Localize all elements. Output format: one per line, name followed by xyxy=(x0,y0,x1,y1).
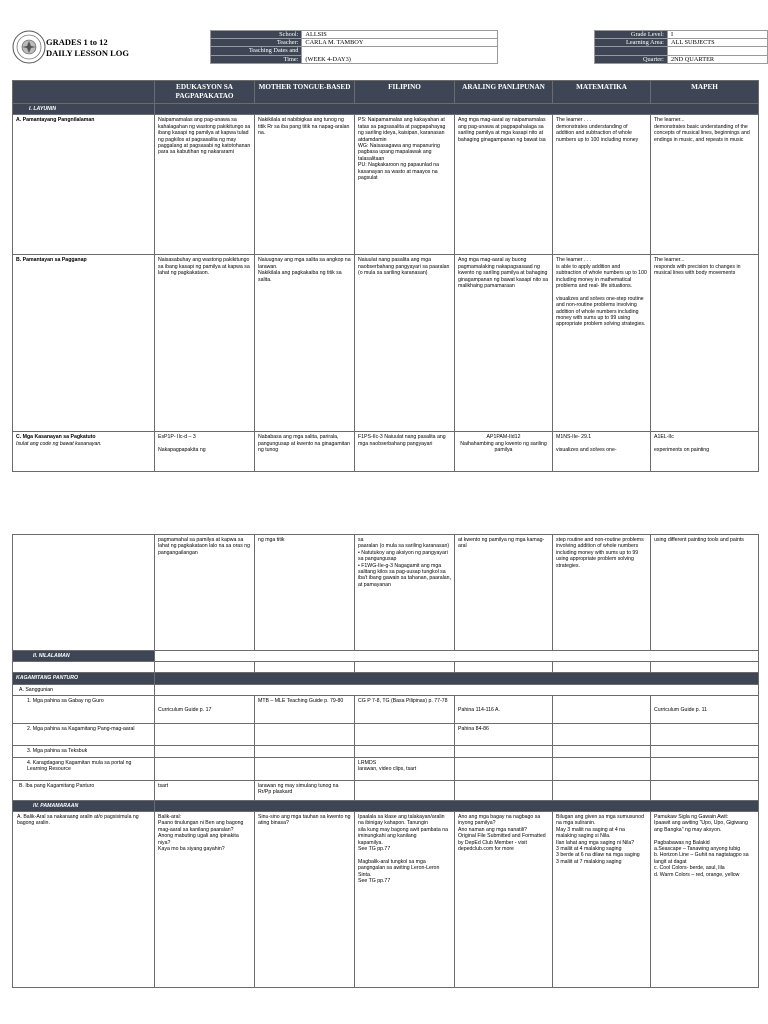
teaching-dates-value: (WEEK 4-DAY3) xyxy=(302,47,497,63)
learning-area-value: ALL SUBJECTS xyxy=(667,39,767,47)
quarter-label: Quarter: xyxy=(595,55,668,63)
header-info-table xyxy=(210,30,768,64)
cell-math: M1NS-IIe- 29.1 visualizes and solves one- xyxy=(553,432,651,472)
teaching-dates-label-line1: Teaching Dates and xyxy=(211,47,302,55)
col-header-ap: ARALING PANLIPUNAN xyxy=(455,81,553,104)
col-header-filipino: FILIPINO xyxy=(355,81,455,104)
cell-mapeh: using different painting tools and paints xyxy=(651,535,759,651)
row-label: B. Iba pang Kagamitang Panturo xyxy=(13,780,155,800)
school-label: School: xyxy=(211,31,302,39)
document-title-line1: GRADES 1 to 12 xyxy=(46,37,108,47)
grade-level-label: Grade Level: xyxy=(595,31,668,39)
teaching-dates-label-line2: Time: xyxy=(211,55,302,63)
cell-ap: at kwento ng pamilya ng mga kamag-aral xyxy=(455,535,553,651)
row-pamantayan-sa-pagganap xyxy=(13,255,759,432)
cell-esp: tsart xyxy=(155,780,255,800)
cell-filipino: sa paaralan (o mula sa sariling karanasan) • Natutukoy ang aksiyon ng pangyayari sa pangungusap • F1WG-IIe-g-3 Nagagamit ang mga salitang kilos sa pag-uusap tungkol sa iba't ibang gawain sa tahanan, paaralan, at pamayanan xyxy=(355,535,455,651)
lesson-table-page-1 xyxy=(12,80,759,472)
school-value: ALLSIS xyxy=(302,31,497,39)
cell-mtb: Sinu-sino ang mga tauhan sa kwento ng ating binasa? xyxy=(255,812,355,988)
row-teksbuk xyxy=(13,746,759,757)
row-balik-aral xyxy=(13,812,759,988)
cell-esp: pagmamahal sa pamilya at kapwa sa lahat ng pagkakataon lalo na sa oras ng pangangailangan xyxy=(155,535,255,651)
cell-filipino: LRMDS larawan, video clips, tsart xyxy=(355,757,455,780)
cell-mapeh: A1EL-IIc experiments on painting xyxy=(651,432,759,472)
row-pamantayang-pangnilalaman xyxy=(13,115,759,255)
grade-level-value: I xyxy=(667,31,767,39)
page-1 xyxy=(0,0,768,475)
cell-esp: EsP1P- IIc-d – 3 Nakapagpapakita ng xyxy=(155,432,255,472)
section-layunin: I. LAYUNIN xyxy=(13,104,155,115)
cell-ap: AP1PAM-IId12 Naihahambing ang kwento ng sariling pamilya xyxy=(455,432,553,472)
teacher-label: Teacher: xyxy=(211,39,302,47)
row-label: 2. Mga pahina sa Kagamitang Pang-mag-aaral xyxy=(13,724,155,746)
cell-filipino: Ipaalala sa klase ang talakayan/aralin na ibinigay kahapon. Tanungin sila kung may bagong awit pambata na iminungkahi ang kanilang kapamilya. See TG pp.77 Magbalik-aral tungkol sa mga pangngalan sa awiting Leron-Leron Sinta. See TG pp.77 xyxy=(355,812,455,988)
section-pamamaraan: IV. PAMAMARAAN xyxy=(13,800,155,811)
cell-math: Bilugan ang given sa mga sumusunod na mga suliranin. May 3 maliit na saging at 4 na malaking saging si Nila. Ilan lahat ang mga saging ni Nila? 3 maliit at 4 malaking saging 3 berde at 6 na dilaw na mga saging 3 maliit at 7 malaking saging xyxy=(553,812,651,988)
cell-mtb: Nababasa ang mga salita, parirala, pangungusap at kwento na ginagamitan ng tunog xyxy=(255,432,355,472)
cell-math: The learner . . . demonstrates understanding of addition and subtraction of whole numbers up to 100 including money xyxy=(553,115,651,255)
learning-area-label: Learning Area: xyxy=(595,39,668,47)
document-title-line2: DAILY LESSON LOG xyxy=(46,48,129,58)
cell-esp: Balik-aral: Paano tinulungan ni Ben ang bagong mag-aaral sa kanilang paaralan? Anong mabuting ugali ang ipinakita niya? Kaya mo ba siyang gayahin? xyxy=(155,812,255,988)
row-mga-kasanayan xyxy=(13,432,759,472)
quarter-value: 2ND QUARTER xyxy=(667,55,767,63)
cell-ap: Pahina 84-86 xyxy=(455,724,553,746)
col-header-math: MATEMATIKA xyxy=(553,81,651,104)
section-sanggunian: A. Sanggunian xyxy=(13,684,155,695)
cell-filipino: PS: Naipamamalas ang kakayahan at tatas sa pagsasalita at pagpapahayag ng sariling ideya, kaisipan, karanasan atdamdamin WG: Naisasagawa ang mapanuring pagbasa upang mapalawak ang talasalitaan PU: Nagkakaroon ng papaunlad na kasanayan sa wasto at maayos na pagsulat xyxy=(355,115,455,255)
cell-mtb: Naiuugnay ang mga salita sa angkop na larawan. Nakikilala ang pagkakaiba ng titik sa salita. xyxy=(255,255,355,432)
row-label: 3. Mga pahina sa Teksbuk xyxy=(13,746,155,757)
cell-ap: Pahina 114-116 A. xyxy=(455,696,553,724)
section-nilalaman: II. NILALAMAN xyxy=(13,651,155,662)
cell-esp: Naisasabuhay ang wastong pakikitungo sa ibang kasapi ng pamilya at kapwa sa lahat ng pagkakataon. xyxy=(155,255,255,432)
col-header-mtb: MOTHER TONGUE-BASED xyxy=(255,81,355,104)
cell-filipino: F1PS-IIc-3 Naiuulat nang pasalita ang mga naobserbahang pangyayari xyxy=(355,432,455,472)
row-label: 4. Karagdagang Kagamitan mula sa portal ng Learning Resource xyxy=(13,757,155,780)
cell-mapeh: The learner... responds with precision to changes in musical lines with body movements xyxy=(651,255,759,432)
cell-mapeh: Pamukaw Sigla ng Gawain Awit: Ipaawit ang awiting "Upo, Upo, Gigiwang ang Bangka" ng may aksyon. Pagbabawas ng Balakid a.Seascape – Tanawing anyong tubig b. Horizon Line – Guhit na nagtatagpo sa langit at dagat c. Cool Colors- berde, asul, lila d. Warm Colors – red, orange, yellow xyxy=(651,812,759,988)
cell-math: The learner . . . is able to apply addition and subtraction of whole numbers up to 100 including money in mathematical problems and real- life situations. visualizes and solves one-step routine and non-routine problems involving addition of whole numbers including money with sums up to 99 using appropriate problem solving strategies. xyxy=(553,255,651,432)
cell-esp: Naipamamalas ang pag-unawa sa kahalagahan ng wastong pakikitungo sa ibang kasapi ng pamilya at kapwa tulad ng pagkilos at pagsasalita ng may paggalang at pagsasabi ng katotohanan para sa kabutihan ng nakararami xyxy=(155,115,255,255)
cell-mtb: MTB – MLE Teaching Guide p. 79-80 xyxy=(255,696,355,724)
cell-filipino: CG P 7-8, TG (Basa Pilipinas) p. 77-78 xyxy=(355,696,455,724)
cell-mtb: Nakikilala at nabibigkas ang tunog ng titik Rr sa iba pang titik na napag-aralan na. xyxy=(255,115,355,255)
col-header-mapeh: MAPEH xyxy=(651,81,759,104)
cell-ap: Ano ang mga bagay na nagbago sa inyong pamilya? Ano naman ang mga nanatili? Original File Submitted and Formatted by DepEd Club Member - visit depedclub.com for more xyxy=(455,812,553,988)
row-label: 1. Mga pahina sa Gabay ng Guro xyxy=(13,696,155,724)
cell-mtb: larawan ng may simulang tunog na Rr/Pp plaskard xyxy=(255,780,355,800)
cell-mapeh: The learner... demonstrates basic understanding of the concepts of musical lines, beginnings and endings in music, and repeats in music xyxy=(651,115,759,255)
row-kagamitang-pang-mag-aaral xyxy=(13,724,759,746)
row-label: B. Pamantayan sa Pagganap xyxy=(13,255,155,432)
cell-math xyxy=(553,696,651,724)
row-sublabel: Isulat ang code ng bawat kasanayan. xyxy=(16,440,102,447)
cell-esp: Curriculum Guide p. 17 xyxy=(155,696,255,724)
row-label: C. Mga Kasanayan sa Pagkatuto xyxy=(16,434,96,441)
row-label: A. Pamantayang Pangnilalaman xyxy=(13,115,155,255)
cell-ap: Ang mga mag-aaral ay buong pagmamalaking nakapagsasaad ng kwento ng sariling pamilya at bahaging ginagampanan ng bawat kasapi nito sa malikhaing pamamaraan xyxy=(455,255,553,432)
row-kasanayan-continued xyxy=(13,535,759,651)
cell-filipino: Naiuulat nang pasalita ang mga naobserbahang pangyayari sa paaralan (o mula sa sariling karanasan) xyxy=(355,255,455,432)
row-gabay-ng-guro xyxy=(13,696,759,724)
teacher-value: CARLA M. TAMBOY xyxy=(302,39,497,47)
document-title xyxy=(46,37,196,59)
cell-mtb: ng mga titik xyxy=(255,535,355,651)
section-kagamitang-panturo: KAGAMITANG PANTURO xyxy=(13,673,155,684)
cell-math: step routine and non-routine problems involving addition of whole numbers including money with sums up to 99 using appropriate problem solving strategies. xyxy=(553,535,651,651)
row-label: A. Balik-Aral sa nakaraang aralin at/o pagsisimula ng bagong aralin. xyxy=(13,812,155,988)
cell-mapeh: Curriculum Guide p. 11 xyxy=(651,696,759,724)
row-iba-pang-kagamitan xyxy=(13,780,759,800)
col-header-esp: EDUKASYON SA PAGPAPAKATAO xyxy=(155,81,255,104)
lesson-table-page-2 xyxy=(12,534,759,988)
cell-ap: Ang mga mag-aaral ay naipamamalas ang pag-unawa at pagpapahalaga sa sariling pamilya at mga kasapi nito at bahaging ginagampanan ng bawat isa xyxy=(455,115,553,255)
row-learning-resource xyxy=(13,757,759,780)
deped-seal-icon xyxy=(12,30,46,64)
page-2 xyxy=(0,530,768,1024)
